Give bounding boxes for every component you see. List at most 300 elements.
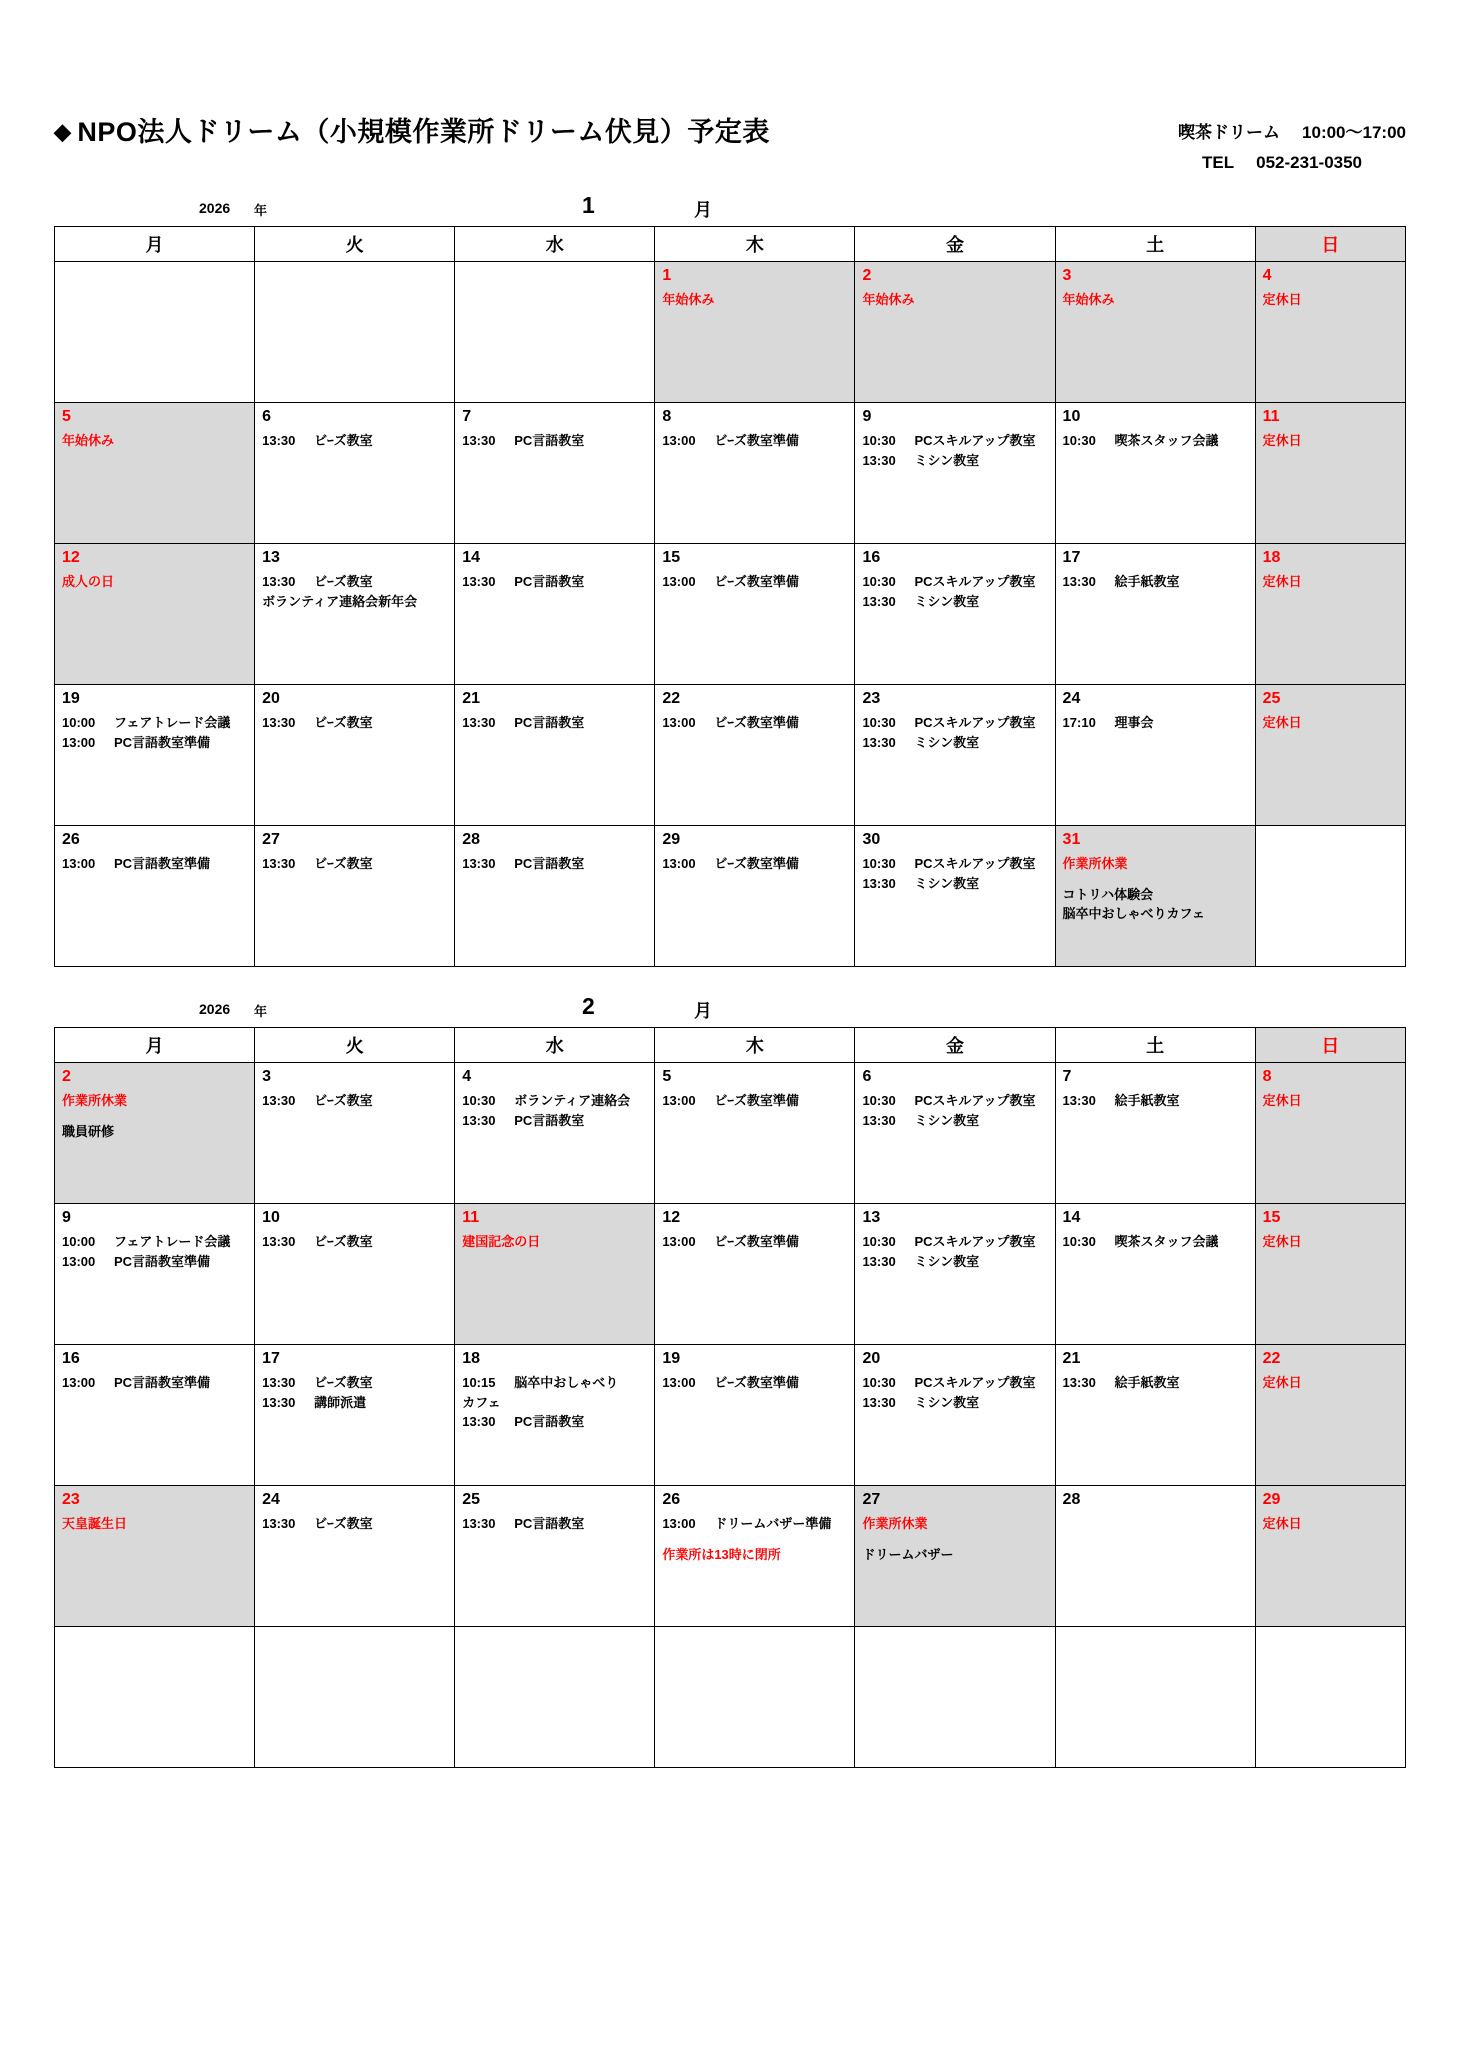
- day-number: 20: [262, 689, 280, 707]
- event-description: ミシン教室: [914, 452, 980, 468]
- year-value-1: 2026: [199, 199, 231, 216]
- calendar-day-cell: [55, 684, 255, 825]
- calendar-empty-cell: [1255, 1626, 1405, 1767]
- calendar-week-row: [55, 1626, 1406, 1767]
- event-time: 10:30: [862, 856, 896, 872]
- event-description: PC言語教室準備: [114, 734, 211, 750]
- event-time: 10:30: [862, 1234, 896, 1250]
- event-time: 13:30: [262, 1394, 296, 1410]
- month-suffix-2: 月: [694, 1000, 712, 1021]
- event-time: 13:00: [662, 1093, 696, 1109]
- event-item: [862, 733, 1050, 753]
- event-item: [1063, 290, 1251, 310]
- day-number: 15: [662, 548, 681, 566]
- event-description: ボランティア連絡会: [514, 1093, 631, 1109]
- event-item: [662, 1232, 850, 1252]
- calendar-day-cell: [255, 402, 455, 543]
- event-list: [1056, 707, 1255, 733]
- event-description: ビｰズ教室: [314, 1234, 373, 1250]
- event-list: [655, 1367, 854, 1393]
- event-description: フェアトレード会議: [114, 715, 231, 731]
- day-number: 22: [1262, 1349, 1281, 1367]
- event-item: [262, 572, 450, 592]
- event-time: 13:30: [262, 715, 296, 731]
- event-list: [455, 1508, 654, 1534]
- calendar-day-cell: [455, 1203, 655, 1344]
- event-item: [1263, 713, 1401, 733]
- calendar-day-cell: [855, 543, 1055, 684]
- weekday-thu: 木: [655, 1027, 855, 1062]
- event-item: [62, 733, 250, 753]
- calendar-day-cell: [55, 825, 255, 966]
- event-list: [55, 848, 254, 874]
- event-time: 13:30: [862, 1112, 896, 1128]
- calendar-day-cell: [255, 1344, 455, 1485]
- calendar-day-cell: [1255, 1062, 1405, 1203]
- event-list: [455, 1367, 654, 1432]
- event-time: 13:00: [62, 1375, 96, 1391]
- calendar-empty-cell: [455, 1626, 655, 1767]
- event-item: [262, 431, 450, 451]
- weekday-mon: 月: [55, 1027, 255, 1062]
- event-item: [462, 1514, 650, 1534]
- calendar-body-february: [55, 1062, 1406, 1767]
- calendar-day-cell: [855, 1485, 1055, 1626]
- event-spacer: [62, 1111, 250, 1122]
- tel-number: 052-231-0350: [1256, 152, 1363, 172]
- event-description: PC言語教室: [514, 433, 585, 449]
- day-number: [255, 262, 454, 267]
- event-time: 10:30: [862, 715, 896, 731]
- calendar-day-cell: [255, 543, 455, 684]
- event-item: [862, 713, 1050, 733]
- event-time: 10:30: [862, 574, 896, 590]
- event-time: 13:30: [462, 715, 496, 731]
- event-item: [262, 1091, 450, 1111]
- event-time: 10:30: [1062, 1234, 1096, 1250]
- day-number: 29: [1262, 1490, 1281, 1508]
- event-description: ドリームバザー準備: [714, 1516, 832, 1532]
- event-description: PCスキルアップ教室: [914, 715, 1036, 731]
- event-spacer: [1063, 874, 1251, 885]
- event-list: [55, 1367, 254, 1393]
- event-description: 作業所休業: [62, 1093, 128, 1109]
- event-list: [55, 566, 254, 592]
- event-time: 13:30: [262, 856, 296, 872]
- event-time: 13:30: [462, 1112, 496, 1128]
- event-list: [1056, 848, 1255, 924]
- event-description: 天皇誕生日: [62, 1516, 128, 1532]
- event-description: 定休日: [1262, 715, 1302, 731]
- event-item: [662, 1373, 850, 1393]
- event-time: 13:00: [62, 734, 96, 750]
- day-number: 27: [262, 830, 280, 848]
- event-list: [55, 425, 254, 451]
- day-number: 13: [862, 1208, 881, 1226]
- tel-label: TEL: [1202, 152, 1235, 172]
- calendar-week-row: [55, 1062, 1406, 1203]
- month-label-february: [54, 993, 1406, 1027]
- event-list: [855, 848, 1054, 893]
- event-description: PC言語教室準備: [114, 1375, 211, 1391]
- day-number: 25: [462, 1490, 481, 1508]
- event-description: ミシン教室: [914, 1394, 980, 1410]
- event-time: 13:30: [862, 593, 896, 609]
- event-description: ビｰズ教室: [314, 574, 373, 590]
- event-list: [455, 707, 654, 733]
- day-number: 15: [1262, 1208, 1281, 1226]
- event-time: 13:00: [662, 1516, 696, 1532]
- event-time: 13:30: [262, 1093, 296, 1109]
- day-number: 12: [62, 548, 80, 566]
- event-time: 10:30: [862, 433, 896, 449]
- calendar-day-cell: [1255, 1485, 1405, 1626]
- calendar-week-row: [55, 261, 1406, 402]
- day-number: 4: [1262, 266, 1272, 284]
- day-number: 10: [1062, 407, 1081, 425]
- calendar-day-cell: [855, 402, 1055, 543]
- event-item: [1063, 713, 1251, 733]
- event-item: [862, 451, 1050, 471]
- event-time: 13:30: [262, 1516, 296, 1532]
- event-item: [262, 854, 450, 874]
- event-description: ビｰズ教室準備: [714, 574, 799, 590]
- event-description: 脳卒中おしゃべり: [514, 1375, 619, 1391]
- calendar-day-cell: [455, 825, 655, 966]
- event-description: 理事会: [1114, 715, 1154, 731]
- event-description: ボランティア連絡会新年会: [262, 593, 418, 609]
- weekday-tue: 火: [255, 226, 455, 261]
- event-list: [1256, 1367, 1405, 1393]
- calendar-day-cell: [1055, 261, 1255, 402]
- calendar-day-cell: [655, 543, 855, 684]
- day-number: [855, 1627, 1054, 1632]
- event-list: [655, 566, 854, 592]
- calendar-day-cell: [855, 261, 1055, 402]
- event-time: 10:15: [462, 1375, 496, 1391]
- month-value-2: 2: [582, 992, 595, 1019]
- event-item: [662, 713, 850, 733]
- contact-info: [1178, 110, 1406, 178]
- calendar-empty-cell: [55, 1626, 255, 1767]
- event-description: PC言語教室: [514, 856, 585, 872]
- event-description: コトリハ体験会: [1062, 886, 1154, 902]
- diamond-icon: ◆: [54, 119, 72, 144]
- event-item: [62, 572, 250, 592]
- calendar-february: [54, 1027, 1406, 1768]
- day-number: 9: [62, 1208, 71, 1226]
- event-description: 成人の日: [62, 574, 115, 590]
- calendar-day-cell: [55, 1485, 255, 1626]
- event-description: PC言語教室: [514, 715, 585, 731]
- event-item: [862, 592, 1050, 612]
- calendar-day-cell: [55, 402, 255, 543]
- day-number: 20: [862, 1349, 881, 1367]
- calendar-day-cell: [455, 1344, 655, 1485]
- event-description: 喫茶スタッフ会議: [1114, 1234, 1219, 1250]
- event-description: PCスキルアップ教室: [914, 1234, 1036, 1250]
- event-list: [1256, 1226, 1405, 1252]
- event-list: [255, 425, 454, 451]
- calendar-day-cell: [455, 684, 655, 825]
- event-list: [1056, 425, 1255, 451]
- day-number: 7: [462, 407, 472, 425]
- day-number: 4: [462, 1067, 472, 1085]
- calendar-day-cell: [1255, 543, 1405, 684]
- event-item: [62, 1252, 250, 1272]
- calendar-day-cell: [655, 825, 855, 966]
- event-description: PC言語教室準備: [114, 1253, 211, 1269]
- calendar-day-cell: [55, 1203, 255, 1344]
- weekday-sun: 日: [1255, 1027, 1405, 1062]
- event-list: [1056, 1085, 1255, 1111]
- event-list: [655, 1508, 854, 1564]
- day-number: 29: [662, 830, 681, 848]
- event-time: 13:30: [862, 452, 896, 468]
- event-description: ビｰズ教室準備: [714, 1375, 799, 1391]
- event-time: 13:30: [1062, 1093, 1096, 1109]
- event-item: [462, 431, 650, 451]
- day-number: 2: [862, 266, 872, 284]
- event-list: [1256, 1085, 1405, 1111]
- event-time: 13:30: [462, 856, 496, 872]
- event-time: 10:30: [862, 1093, 896, 1109]
- calendar-day-cell: [855, 1203, 1055, 1344]
- calendar-day-cell: [1255, 1344, 1405, 1485]
- event-list: [1256, 425, 1405, 451]
- calendar-empty-cell: [655, 1626, 855, 1767]
- document-header: [54, 110, 1406, 178]
- event-item: [662, 854, 850, 874]
- calendar-day-cell: [455, 1062, 655, 1203]
- event-description: PCスキルアップ教室: [914, 1093, 1036, 1109]
- day-number: 19: [662, 1349, 681, 1367]
- day-number: 26: [62, 830, 80, 848]
- day-number: 14: [1062, 1208, 1081, 1226]
- event-spacer: [862, 1534, 1050, 1545]
- month-label-january: [54, 192, 1406, 226]
- calendar-week-row: [55, 1203, 1406, 1344]
- calendar-day-cell: [655, 1203, 855, 1344]
- calendar-day-cell: [1055, 1344, 1255, 1485]
- calendar-day-cell: [855, 825, 1055, 966]
- event-item: [262, 592, 450, 612]
- calendar-day-cell: [855, 684, 1055, 825]
- calendar-empty-cell: [455, 261, 655, 402]
- event-list: [55, 1226, 254, 1271]
- event-description: ビｰズ教室: [314, 1375, 373, 1391]
- calendar-day-cell: [655, 402, 855, 543]
- event-description: PCスキルアップ教室: [914, 574, 1036, 590]
- day-number: [55, 1627, 254, 1632]
- event-list: [455, 1085, 654, 1130]
- calendar-week-row: [55, 543, 1406, 684]
- event-description: 絵手紙教室: [1114, 574, 1180, 590]
- event-description: フェアトレード会議: [114, 1234, 231, 1250]
- calendar-day-cell: [1255, 684, 1405, 825]
- event-item: [1063, 431, 1251, 451]
- event-description: 脳卒中おしゃべりカフェ: [1062, 906, 1205, 922]
- year-suffix-2: 年: [254, 1003, 268, 1019]
- calendar-day-cell: [1055, 1062, 1255, 1203]
- event-item: [1063, 1091, 1251, 1111]
- weekday-wed: 水: [455, 1027, 655, 1062]
- event-list: [855, 566, 1054, 611]
- event-item: [462, 713, 650, 733]
- event-description: ミシン教室: [914, 875, 980, 891]
- event-item: [1263, 431, 1401, 451]
- calendar-day-cell: [255, 825, 455, 966]
- day-number: 23: [862, 689, 881, 707]
- weekday-fri: 金: [855, 1027, 1055, 1062]
- event-list: [1256, 707, 1405, 733]
- day-number: 17: [262, 1349, 280, 1367]
- day-number: 7: [1062, 1067, 1072, 1085]
- event-item: [262, 1373, 450, 1393]
- event-description: 絵手紙教室: [1114, 1093, 1180, 1109]
- calendar-day-cell: [1255, 402, 1405, 543]
- event-description: PC言語教室: [514, 1516, 585, 1532]
- shop-name: 喫茶ドリーム: [1178, 123, 1281, 142]
- event-list: [1056, 566, 1255, 592]
- event-time: 10:30: [462, 1093, 496, 1109]
- day-number: 18: [462, 1349, 481, 1367]
- event-description: ミシン教室: [914, 593, 980, 609]
- day-number: 19: [62, 689, 80, 707]
- event-list: [55, 1085, 254, 1141]
- event-list: [55, 1508, 254, 1534]
- calendar-day-cell: [655, 261, 855, 402]
- day-number: 22: [662, 689, 681, 707]
- event-item: [862, 1545, 1050, 1565]
- event-item: [862, 290, 1050, 310]
- day-number: [1256, 1627, 1405, 1632]
- event-item: [862, 431, 1050, 451]
- event-time: 13:30: [262, 1234, 296, 1250]
- calendar-day-cell: [855, 1062, 1055, 1203]
- event-description: 作業所休業: [862, 1516, 928, 1532]
- event-time: 10:00: [62, 715, 96, 731]
- calendar-empty-cell: [255, 261, 455, 402]
- calendar-week-row: [55, 1485, 1406, 1626]
- day-number: 11: [462, 1208, 480, 1226]
- day-number: 5: [662, 1067, 672, 1085]
- event-description: ビｰズ教室準備: [714, 433, 799, 449]
- weekday-thu: 木: [655, 226, 855, 261]
- event-list: [1256, 566, 1405, 592]
- event-list: [655, 284, 854, 310]
- event-spacer: [662, 1534, 850, 1545]
- event-list: [1056, 284, 1255, 310]
- event-description: 作業所休業: [1062, 856, 1128, 872]
- event-list: [455, 1226, 654, 1252]
- event-item: [462, 1412, 650, 1432]
- event-time: 13:00: [662, 856, 696, 872]
- event-description: 定休日: [1262, 574, 1302, 590]
- event-item: [62, 854, 250, 874]
- day-number: [1056, 1627, 1255, 1632]
- weekday-sat: 土: [1055, 226, 1255, 261]
- event-item: [662, 1091, 850, 1111]
- event-list: [1056, 1226, 1255, 1252]
- event-description: 絵手紙教室: [1114, 1375, 1180, 1391]
- event-time: 13:30: [862, 1394, 896, 1410]
- day-number: 17: [1062, 548, 1081, 566]
- event-item: [1263, 1091, 1401, 1111]
- year-suffix-1: 年: [254, 202, 268, 218]
- calendar-week-row: [55, 825, 1406, 966]
- calendar-day-cell: [1255, 1203, 1405, 1344]
- day-number: 16: [862, 548, 881, 566]
- event-item: [1063, 1373, 1251, 1393]
- calendar-day-cell: [455, 543, 655, 684]
- day-number: 8: [1262, 1067, 1272, 1085]
- calendar-day-cell: [55, 543, 255, 684]
- day-number: 3: [262, 1067, 272, 1085]
- event-time: 13:00: [662, 715, 696, 731]
- event-item: [862, 1373, 1050, 1393]
- event-list: [455, 848, 654, 874]
- event-description: PC言語教室: [514, 1112, 585, 1128]
- weekday-tue: 火: [255, 1027, 455, 1062]
- calendar-day-cell: [1055, 402, 1255, 543]
- event-description: 定休日: [1262, 1516, 1302, 1532]
- calendar-empty-cell: [55, 261, 255, 402]
- event-description: 定休日: [1262, 1234, 1302, 1250]
- calendar-day-cell: [1055, 543, 1255, 684]
- weekday-header-row: [55, 1027, 1406, 1062]
- calendar-day-cell: [655, 1344, 855, 1485]
- event-item: [1063, 885, 1251, 905]
- event-list: [1256, 1508, 1405, 1534]
- event-item: [262, 1232, 450, 1252]
- event-time: 13:30: [862, 734, 896, 750]
- event-description: ビｰズ教室: [314, 433, 373, 449]
- event-description: 定休日: [1262, 1375, 1302, 1391]
- event-list: [255, 1367, 454, 1412]
- event-time: 13:30: [1062, 1375, 1096, 1391]
- event-time: 17:10: [1062, 715, 1096, 731]
- event-list: [255, 1508, 454, 1534]
- day-number: 25: [1262, 689, 1281, 707]
- event-list: [255, 1085, 454, 1111]
- event-description: ミシン教室: [914, 734, 980, 750]
- event-item: [862, 1111, 1050, 1131]
- event-item: [862, 572, 1050, 592]
- event-item: [62, 713, 250, 733]
- event-description: 年始休み: [1062, 292, 1115, 308]
- calendar-day-cell: [1055, 1203, 1255, 1344]
- calendar-day-cell: [1055, 825, 1255, 966]
- event-description: 建国記念の日: [462, 1234, 541, 1250]
- event-time: 10:30: [1062, 433, 1096, 449]
- calendar-day-cell: [1255, 261, 1405, 402]
- event-item: [662, 290, 850, 310]
- telephone-line: [1178, 148, 1406, 178]
- event-description: 年始休み: [662, 292, 715, 308]
- calendar-day-cell: [655, 1485, 855, 1626]
- event-time: 13:30: [262, 574, 296, 590]
- day-number: [1256, 826, 1405, 831]
- event-list: [655, 707, 854, 733]
- event-description: 喫茶スタッフ会議: [1114, 433, 1219, 449]
- event-item: [662, 431, 850, 451]
- event-item: [1063, 1232, 1251, 1252]
- day-number: 16: [62, 1349, 80, 1367]
- event-list: [855, 707, 1054, 752]
- event-list: [255, 1226, 454, 1252]
- event-time: 13:30: [262, 433, 296, 449]
